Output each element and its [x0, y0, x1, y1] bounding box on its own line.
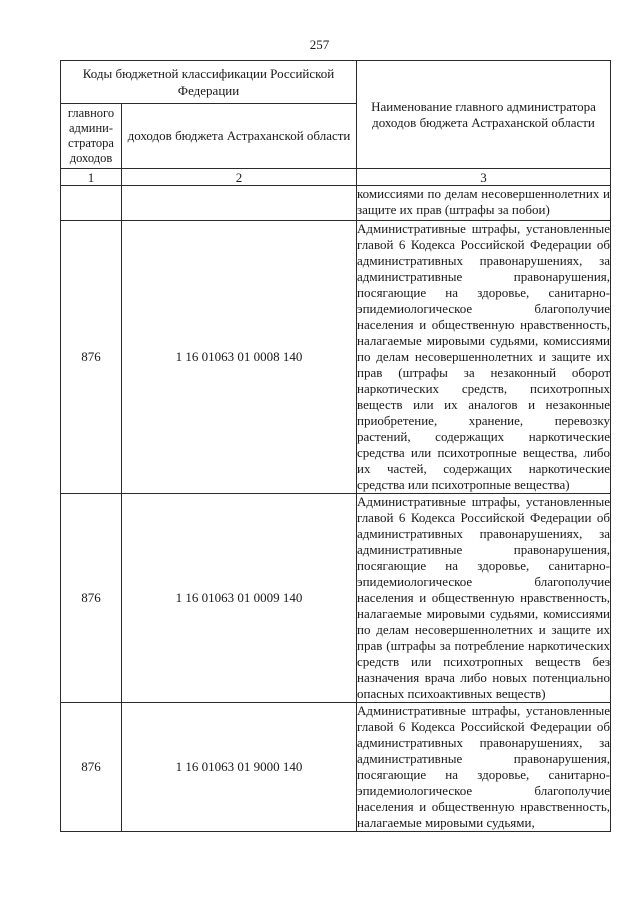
income-code-cell: 1 16 01063 01 9000 140	[122, 703, 357, 832]
table-row	[61, 494, 611, 703]
column-number: 2	[122, 169, 357, 186]
budget-classification-table	[60, 60, 611, 832]
column-number: 3	[357, 169, 611, 186]
description-cell: комиссиями по делам несовершеннолетних и защите их прав (штрафы за побои)	[357, 186, 611, 221]
admin-code-cell: 876	[61, 221, 122, 494]
header-group-title: Коды бюджетной классификации Российской Федерации	[61, 61, 357, 104]
income-code-cell: 1 16 01063 01 0008 140	[122, 221, 357, 494]
header-col3-title: Наименование главного администратора доходов бюджета Астраханской области	[357, 61, 611, 169]
table-row	[61, 703, 611, 832]
column-number: 1	[61, 169, 122, 186]
admin-code-cell	[61, 186, 122, 221]
header-col1-title: главного админи-стратора доходов	[61, 104, 122, 169]
description-cell: Административные штрафы, установленные главой 6 Кодекса Российской Федерации об административных правонарушениях, за административные правонарушения, посягающие на здоровье, санитарно-эпидемиологическое благополучие населения и общественную нравственность, налагаемые мировыми судьями,	[357, 703, 611, 830]
table-row	[61, 221, 611, 494]
table-row	[61, 186, 611, 221]
description-cell: Административные штрафы, установленные главой 6 Кодекса Российской Федерации об административных правонарушениях, за административные правонарушения, посягающие на здоровье, санитарно-эпидемиологическое благополучие населения и общественную нравственность, налагаемые мировыми судьями, комиссиями по делам несовершеннолетних и защите их прав (штрафы за потребление наркотических средств или психотропных веществ без назначения врача либо новых потенциально опасных психоактивных веществ)	[357, 494, 611, 701]
page-number: 257	[309, 37, 330, 52]
income-code-cell: 1 16 01063 01 0009 140	[122, 494, 357, 703]
income-code-cell	[122, 186, 357, 221]
admin-code-cell: 876	[61, 703, 122, 832]
description-cell: Административные штрафы, установленные главой 6 Кодекса Российской Федерации об административных правонарушениях, за административные правонарушения, посягающие на здоровье, санитарно-эпидемиологическое благополучие населения и общественную нравственность, налагаемые мировыми судьями, комиссиями по делам несовершеннолетних и защите их прав (штрафы за незаконный оборот наркотических средств, психотропных веществ или их аналогов и незаконные приобретение, хранение, перевозку растений, содержащих наркотические средства или психотропные вещества, либо их частей, содержащих наркотические средства или психотропные вещества)	[357, 221, 611, 492]
header-col2-title: доходов бюджета Астраханской области	[122, 104, 357, 169]
table-header-row	[61, 61, 611, 104]
admin-code-cell: 876	[61, 494, 122, 703]
column-number-row	[61, 169, 611, 186]
